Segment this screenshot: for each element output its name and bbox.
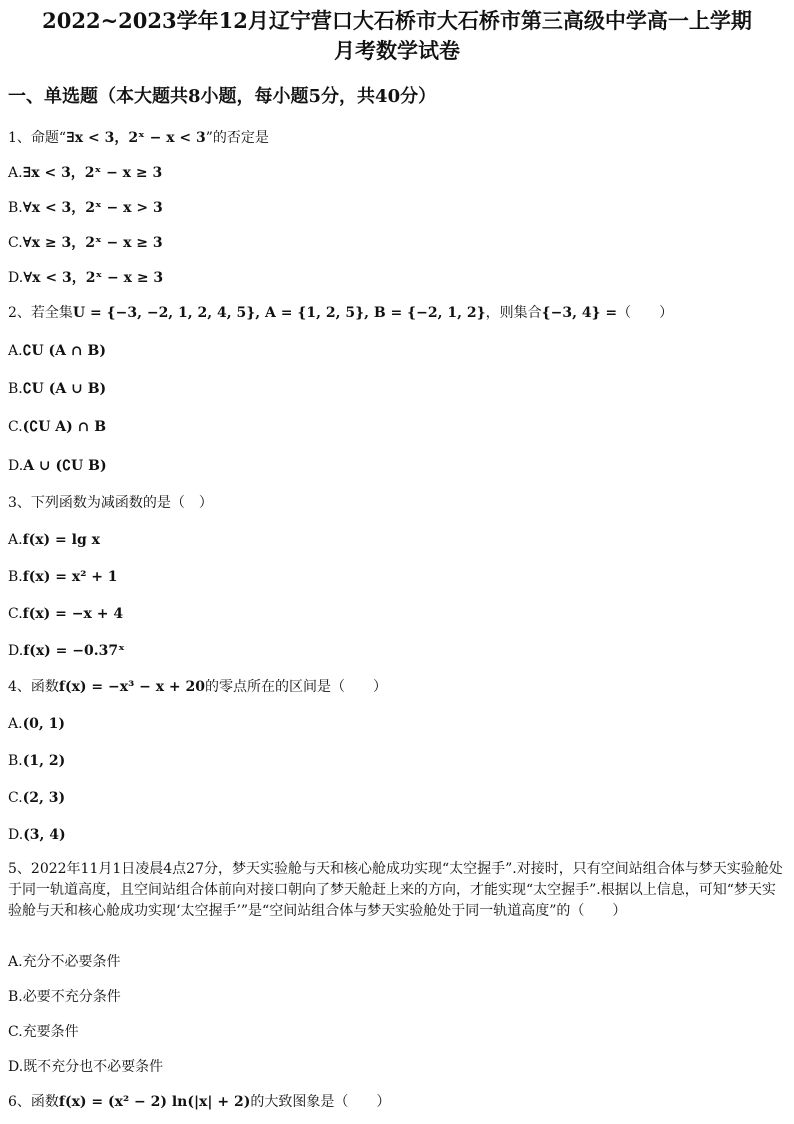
q2-option-a: A.∁U (A ∩ B) [8,343,106,359]
q1-option-d: D.∀x < 3，2ˣ − x ≥ 3 [8,270,164,286]
exam-title-line1: 2022~2023学年12月辽宁营口大石桥市大石桥市第三高级中学高一上学期 [42,8,752,33]
q5-option-a: A.充分不必要条件 [8,954,121,970]
q1-prefix: 1、命题“ [8,130,67,146]
q3-option-b: B.f(x) = x² + 1 [8,569,118,585]
q2-option-b: B.∁U (A ∪ B) [8,381,107,397]
q1-suffix: ”的否定是 [205,130,269,146]
exam-title-line2: 月考数学试卷 [334,38,460,63]
q4-option-d: D.(3, 4) [8,827,66,843]
q3-option-d: D.f(x) = −0.37ˣ [8,643,125,659]
q5-option-d: D.既不充分也不必要条件 [8,1059,164,1075]
question-4: 4、函数f(x) = −x³ − x + 20的零点所在的区间是（ ） [8,679,388,695]
q4-option-a: A.(0, 1) [8,716,66,732]
q2-option-d: D.A ∪ (∁U B) [8,458,107,474]
question-6: 6、函数f(x) = (x² − 2) ln(|x| + 2)的大致图象是（ ） [8,1094,391,1110]
q4-option-b: B.(1, 2) [8,753,66,769]
section-heading: 一、单选题（本大题共8小题，每小题5分，共40分） [8,86,437,107]
q3-option-a: A.f(x) = lg x [8,532,100,548]
question-5: 5、2022年11月1日凌晨4点27分，梦天实验舱与天和核心舱成功实现“太空握手”.对接时，只有空间站组合体与梦天实验舱处于同一轨道高度，且空间站组合体前向对接口朝向了梦天舱赶上来的方向，才能实现“太空握手”.根据以上信息，可知“梦天实验舱与天和核心舱成功实现‘太空握手’”是“空间站组合体与梦天实验舱处于同一轨道高度”的（ ） [8,861,783,919]
q5-option-b: B.必要不充分条件 [8,989,121,1005]
question-3: 3、下列函数为减函数的是（ ） [8,495,213,511]
q4-option-c: C.(2, 3) [8,790,66,806]
q2-option-c: C.(∁U A) ∩ B [8,419,107,435]
q1-option-a: A.∃x < 3，2ˣ − x ≥ 3 [8,165,163,181]
question-1 [8,128,269,148]
q3-option-c: C.f(x) = −x + 4 [8,606,124,622]
question-2: 2、若全集U = {−3, −2, 1, 2, 4, 5}, A = {1, 2, 5}, B = {−2, 1, 2}，则集合{−3, 4} =（ ） [8,305,674,321]
q1-option-c: C.∀x ≥ 3，2ˣ − x ≥ 3 [8,235,163,251]
q5-option-c: C.充要条件 [8,1024,79,1040]
q1-math: ∃x < 3，2ˣ − x < 3 [66,130,206,146]
q1-option-b: B.∀x < 3，2ˣ − x > 3 [8,200,163,216]
